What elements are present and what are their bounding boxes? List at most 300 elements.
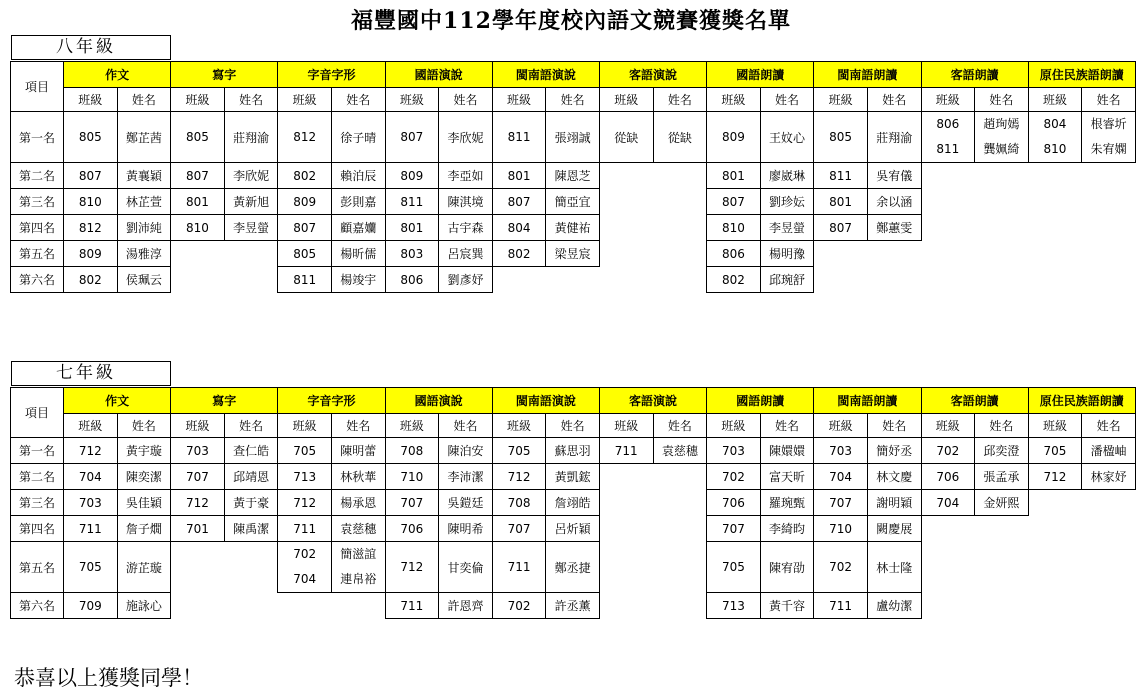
empty-cell [867, 267, 921, 293]
empty-cell [1082, 189, 1136, 215]
winner-name: 潘楹岫 [1082, 438, 1136, 464]
winner-class: 707 [385, 490, 439, 516]
winner-name: 李沛潔 [439, 464, 493, 490]
winner-name: 張孟承 [975, 464, 1029, 490]
multi-entry-line: 龔姵綺 [983, 142, 1020, 156]
empty-cell [921, 241, 975, 267]
winner-name: 楊承恩 [331, 490, 385, 516]
name-header: 姓名 [439, 414, 493, 438]
name-header: 姓名 [439, 88, 493, 112]
winner-class: 805 [278, 241, 332, 267]
empty-cell [653, 215, 707, 241]
winner-name: 陳奕潔 [117, 464, 171, 490]
winner-class: 703 [707, 438, 761, 464]
winner-name: 詹翊皓 [546, 490, 600, 516]
winner-class: 811 [492, 112, 546, 163]
name-header: 姓名 [117, 414, 171, 438]
winner-name: 從缺 [653, 112, 707, 163]
empty-cell [1028, 241, 1082, 267]
winner-name: 袁慈穗 [653, 438, 707, 464]
empty-cell [1028, 516, 1082, 542]
winner-name: 劉珍妘 [760, 189, 814, 215]
winner-name: 李昱螢 [760, 215, 814, 241]
winner-name: 黃襄穎 [117, 163, 171, 189]
winner-class: 807 [492, 189, 546, 215]
winner-class: 712 [492, 464, 546, 490]
empty-cell [921, 542, 975, 593]
name-header: 姓名 [975, 88, 1029, 112]
rank-label: 第六名 [11, 267, 64, 293]
winner-class: 711 [64, 516, 118, 542]
name-header: 姓名 [224, 88, 278, 112]
winner-name: 查仁皓 [224, 438, 278, 464]
winner-class: 705 [707, 542, 761, 593]
winner-name: 徐子晴 [331, 112, 385, 163]
winner-name: 賴泊辰 [331, 163, 385, 189]
winner-name: 陳明希 [439, 516, 493, 542]
class-header: 班級 [1028, 88, 1082, 112]
empty-cell [1082, 241, 1136, 267]
winner-name: 謝明穎 [867, 490, 921, 516]
winner-name: 楊竣宇 [331, 267, 385, 293]
page-title: 福豐國中112學年度校內語文競賽獲獎名單 [351, 8, 791, 34]
empty-cell [921, 163, 975, 189]
category-header: 國語演說 [385, 388, 492, 414]
winner-class: 712 [64, 438, 118, 464]
grade-7-label: 七年級 [11, 361, 171, 386]
winner-class: 713 [278, 464, 332, 490]
winner-name: 吳鎧廷 [439, 490, 493, 516]
winner-name: 莊翔渝 [867, 112, 921, 163]
winner-class: 801 [814, 189, 868, 215]
winner-class: 704 [921, 490, 975, 516]
empty-cell [653, 267, 707, 293]
empty-cell [653, 542, 707, 593]
winner-name: 甘奕倫 [439, 542, 493, 593]
winner-class: 712 [278, 490, 332, 516]
winner-class [278, 542, 332, 593]
empty-cell [921, 516, 975, 542]
category-header: 作文 [64, 62, 171, 88]
empty-cell [224, 542, 278, 593]
name-header: 姓名 [546, 88, 600, 112]
name-header: 姓名 [546, 414, 600, 438]
winner-class: 804 [492, 215, 546, 241]
empty-cell [975, 267, 1029, 293]
winner-class: 802 [492, 241, 546, 267]
name-header: 姓名 [867, 414, 921, 438]
empty-cell [599, 542, 653, 593]
class-header: 班級 [707, 414, 761, 438]
winner-class: 706 [385, 516, 439, 542]
name-header: 姓名 [867, 88, 921, 112]
winner-class: 707 [814, 490, 868, 516]
rank-label: 第五名 [11, 542, 64, 593]
winner-class: 810 [707, 215, 761, 241]
empty-cell [1082, 267, 1136, 293]
empty-cell [546, 267, 600, 293]
class-header: 班級 [814, 414, 868, 438]
winner-class: 809 [64, 241, 118, 267]
winner-class: 707 [171, 464, 225, 490]
winner-class: 702 [492, 593, 546, 619]
winner-name: 陳嬛嬛 [760, 438, 814, 464]
winner-class: 807 [171, 163, 225, 189]
category-header: 閩南語演說 [492, 388, 599, 414]
empty-cell [171, 267, 225, 293]
empty-cell [1028, 189, 1082, 215]
category-header: 客語演說 [599, 388, 706, 414]
winner-name: 闕慶展 [867, 516, 921, 542]
grade-7-award-table [10, 387, 1136, 619]
empty-cell [599, 189, 653, 215]
category-header: 國語朗讀 [707, 62, 814, 88]
empty-cell [224, 593, 278, 619]
empty-cell [492, 267, 546, 293]
empty-cell [278, 593, 332, 619]
rank-label: 第一名 [11, 438, 64, 464]
winner-class: 708 [385, 438, 439, 464]
rank-label: 第二名 [11, 163, 64, 189]
category-header: 閩南語演說 [492, 62, 599, 88]
category-header: 客語朗讀 [921, 62, 1028, 88]
empty-cell [921, 215, 975, 241]
category-header: 作文 [64, 388, 171, 414]
winner-class: 702 [814, 542, 868, 593]
rank-label: 第四名 [11, 215, 64, 241]
empty-cell [599, 241, 653, 267]
empty-cell [814, 267, 868, 293]
winner-name: 鄭丞捷 [546, 542, 600, 593]
grade-8-award-table [10, 61, 1136, 293]
class-header: 班級 [64, 88, 118, 112]
winner-name: 陳淇境 [439, 189, 493, 215]
winner-name: 李昱螢 [224, 215, 278, 241]
name-header: 姓名 [760, 414, 814, 438]
winner-class: 704 [64, 464, 118, 490]
winner-name: 呂宸巽 [439, 241, 493, 267]
class-header: 班級 [385, 414, 439, 438]
empty-cell [171, 542, 225, 593]
class-header: 班級 [385, 88, 439, 112]
empty-cell [1082, 516, 1136, 542]
class-header: 班級 [492, 414, 546, 438]
winner-class: 703 [64, 490, 118, 516]
winner-name: 李欣妮 [224, 163, 278, 189]
winner-class: 712 [1028, 464, 1082, 490]
winner-class: 801 [171, 189, 225, 215]
rank-label: 第三名 [11, 189, 64, 215]
winner-name: 楊昕儒 [331, 241, 385, 267]
winner-class: 812 [278, 112, 332, 163]
winner-class: 705 [278, 438, 332, 464]
winner-name [1082, 112, 1136, 163]
category-header: 寫字 [171, 388, 278, 414]
category-header: 閩南語朗讀 [814, 388, 921, 414]
item-header: 項目 [11, 62, 64, 112]
multi-entry-line: 朱宥嫻 [1090, 142, 1127, 156]
winner-name: 林士隆 [867, 542, 921, 593]
name-header: 姓名 [653, 88, 707, 112]
winner-class: 803 [385, 241, 439, 267]
name-header: 姓名 [1082, 88, 1136, 112]
empty-cell [599, 516, 653, 542]
multi-entry-line: 702 [293, 547, 317, 561]
category-header: 字音字形 [278, 388, 385, 414]
empty-cell [975, 241, 1029, 267]
winner-class: 701 [171, 516, 225, 542]
empty-cell [1082, 215, 1136, 241]
winner-name: 古宇森 [439, 215, 493, 241]
winner-class: 810 [64, 189, 118, 215]
winner-name: 顧嘉孏 [331, 215, 385, 241]
winner-name: 林家妤 [1082, 464, 1136, 490]
rank-label: 第六名 [11, 593, 64, 619]
winner-class: 810 [171, 215, 225, 241]
empty-cell [653, 464, 707, 490]
winner-name: 莊翔渝 [224, 112, 278, 163]
empty-cell [814, 241, 868, 267]
winner-class: 711 [385, 593, 439, 619]
winner-class: 707 [492, 516, 546, 542]
winner-name: 陳恩芝 [546, 163, 600, 189]
winner-class: 710 [385, 464, 439, 490]
empty-cell [975, 542, 1029, 593]
empty-cell [599, 163, 653, 189]
winner-name: 黃健祐 [546, 215, 600, 241]
winner-class: 709 [64, 593, 118, 619]
name-header: 姓名 [760, 88, 814, 112]
class-header: 班級 [278, 414, 332, 438]
empty-cell [224, 267, 278, 293]
empty-cell [599, 215, 653, 241]
winner-class: 702 [707, 464, 761, 490]
category-header: 寫字 [171, 62, 278, 88]
winner-class: 812 [64, 215, 118, 241]
winner-class: 807 [278, 215, 332, 241]
winner-name: 李綺昀 [760, 516, 814, 542]
multi-entry-line: 704 [293, 572, 317, 586]
class-header: 班級 [278, 88, 332, 112]
multi-entry-line: 簡滋誼 [340, 547, 377, 561]
class-header: 班級 [707, 88, 761, 112]
winner-class: 713 [707, 593, 761, 619]
winner-name: 盧幼潔 [867, 593, 921, 619]
class-header: 班級 [599, 88, 653, 112]
empty-cell [1028, 215, 1082, 241]
winner-name: 許丞薰 [546, 593, 600, 619]
name-header: 姓名 [975, 414, 1029, 438]
winner-class: 809 [707, 112, 761, 163]
rank-label: 第三名 [11, 490, 64, 516]
winner-name: 邱琬舒 [760, 267, 814, 293]
winner-class: 706 [707, 490, 761, 516]
winner-class: 807 [385, 112, 439, 163]
name-header: 姓名 [1082, 414, 1136, 438]
empty-cell [599, 267, 653, 293]
category-header: 客語演說 [599, 62, 706, 88]
winner-class: 811 [814, 163, 868, 189]
empty-cell [653, 189, 707, 215]
winner-class: 802 [64, 267, 118, 293]
multi-entry-line: 806 [936, 117, 960, 131]
empty-cell [1082, 490, 1136, 516]
category-header: 國語演說 [385, 62, 492, 88]
empty-cell [1028, 163, 1082, 189]
winner-name: 富天昕 [760, 464, 814, 490]
winner-name: 陳明蕾 [331, 438, 385, 464]
winner-class: 809 [385, 163, 439, 189]
winner-name: 簡妤丞 [867, 438, 921, 464]
item-header: 項目 [11, 388, 64, 438]
empty-cell [975, 163, 1029, 189]
empty-cell [653, 593, 707, 619]
winner-class: 801 [492, 163, 546, 189]
winner-class: 802 [278, 163, 332, 189]
winner-class: 805 [814, 112, 868, 163]
winner-name: 李亞如 [439, 163, 493, 189]
winner-name: 陳禹潔 [224, 516, 278, 542]
winner-name: 金妍熙 [975, 490, 1029, 516]
winner-class: 801 [707, 163, 761, 189]
winner-name: 黃宇璇 [117, 438, 171, 464]
winner-name: 許恩齊 [439, 593, 493, 619]
empty-cell [171, 241, 225, 267]
winner-name: 黃于豪 [224, 490, 278, 516]
empty-cell [224, 241, 278, 267]
name-header: 姓名 [117, 88, 171, 112]
empty-cell [975, 189, 1029, 215]
category-header: 國語朗讀 [707, 388, 814, 414]
winner-class: 809 [278, 189, 332, 215]
winner-name: 黃千容 [760, 593, 814, 619]
winner-class: 705 [64, 542, 118, 593]
empty-cell [921, 267, 975, 293]
winner-name: 陳泊安 [439, 438, 493, 464]
name-header: 姓名 [331, 88, 385, 112]
empty-cell [599, 490, 653, 516]
winner-class: 801 [385, 215, 439, 241]
empty-cell [653, 516, 707, 542]
empty-cell [653, 241, 707, 267]
winner-name: 李欣妮 [439, 112, 493, 163]
winner-name [975, 112, 1029, 163]
class-header: 班級 [921, 88, 975, 112]
winner-name: 余以涵 [867, 189, 921, 215]
class-header: 班級 [171, 414, 225, 438]
winner-class: 807 [814, 215, 868, 241]
winner-name: 彭則嘉 [331, 189, 385, 215]
winner-name: 游芷璇 [117, 542, 171, 593]
winner-class: 712 [171, 490, 225, 516]
winner-class: 811 [385, 189, 439, 215]
empty-cell [331, 593, 385, 619]
empty-cell [653, 163, 707, 189]
name-header: 姓名 [653, 414, 707, 438]
winner-class: 711 [814, 593, 868, 619]
winner-class: 706 [921, 464, 975, 490]
empty-cell [599, 464, 653, 490]
class-header: 班級 [171, 88, 225, 112]
multi-entry-line: 連帛裕 [340, 572, 377, 586]
name-header: 姓名 [224, 414, 278, 438]
empty-cell [1028, 267, 1082, 293]
rank-label: 第五名 [11, 241, 64, 267]
empty-cell [921, 189, 975, 215]
multi-entry-line: 804 [1043, 117, 1067, 131]
winner-class: 705 [1028, 438, 1082, 464]
winner-name: 劉彥妤 [439, 267, 493, 293]
grade-8-label: 八年級 [11, 35, 171, 60]
winner-class: 805 [64, 112, 118, 163]
winner-name: 侯珮云 [117, 267, 171, 293]
winner-class: 711 [278, 516, 332, 542]
winner-name: 楊明豫 [760, 241, 814, 267]
winner-name: 鄭芷茜 [117, 112, 171, 163]
winner-class: 807 [64, 163, 118, 189]
name-header: 姓名 [331, 414, 385, 438]
winner-class: 從缺 [599, 112, 653, 163]
winner-name: 羅琬甄 [760, 490, 814, 516]
winner-class: 703 [814, 438, 868, 464]
empty-cell [599, 593, 653, 619]
class-header: 班級 [921, 414, 975, 438]
winner-name: 鄭蕙雯 [867, 215, 921, 241]
winner-class: 710 [814, 516, 868, 542]
winner-name: 施詠心 [117, 593, 171, 619]
winner-class: 702 [921, 438, 975, 464]
winner-name: 廖崴琳 [760, 163, 814, 189]
class-header: 班級 [492, 88, 546, 112]
multi-entry-line: 811 [936, 142, 960, 156]
winner-name: 梁昱宸 [546, 241, 600, 267]
congratulations-note: 恭喜以上獲獎同學！ [14, 666, 203, 690]
empty-cell [867, 241, 921, 267]
winner-class: 707 [707, 516, 761, 542]
winner-name: 呂炘穎 [546, 516, 600, 542]
empty-cell [975, 593, 1029, 619]
rank-label: 第一名 [11, 112, 64, 163]
winner-name: 陳宥劭 [760, 542, 814, 593]
empty-cell [1082, 163, 1136, 189]
winner-name: 劉沛純 [117, 215, 171, 241]
empty-cell [1082, 542, 1136, 593]
multi-entry-line: 810 [1043, 142, 1067, 156]
winner-name: 張翊誠 [546, 112, 600, 163]
winner-name: 湯雅淳 [117, 241, 171, 267]
empty-cell [1028, 542, 1082, 593]
rank-label: 第二名 [11, 464, 64, 490]
winner-name: 林芷萱 [117, 189, 171, 215]
winner-class: 811 [278, 267, 332, 293]
multi-entry-line: 趙珣嫣 [983, 117, 1020, 131]
winner-class [1028, 112, 1082, 163]
winner-class: 712 [385, 542, 439, 593]
winner-name: 吳宥儀 [867, 163, 921, 189]
class-header: 班級 [1028, 414, 1082, 438]
empty-cell [653, 490, 707, 516]
winner-class: 704 [814, 464, 868, 490]
winner-name: 林文慶 [867, 464, 921, 490]
winner-name: 林秋華 [331, 464, 385, 490]
class-header: 班級 [64, 414, 118, 438]
winner-name: 黃新旭 [224, 189, 278, 215]
winner-name: 詹子燗 [117, 516, 171, 542]
winner-class: 711 [492, 542, 546, 593]
category-header: 字音字形 [278, 62, 385, 88]
winner-class: 705 [492, 438, 546, 464]
winner-name: 王妏心 [760, 112, 814, 163]
